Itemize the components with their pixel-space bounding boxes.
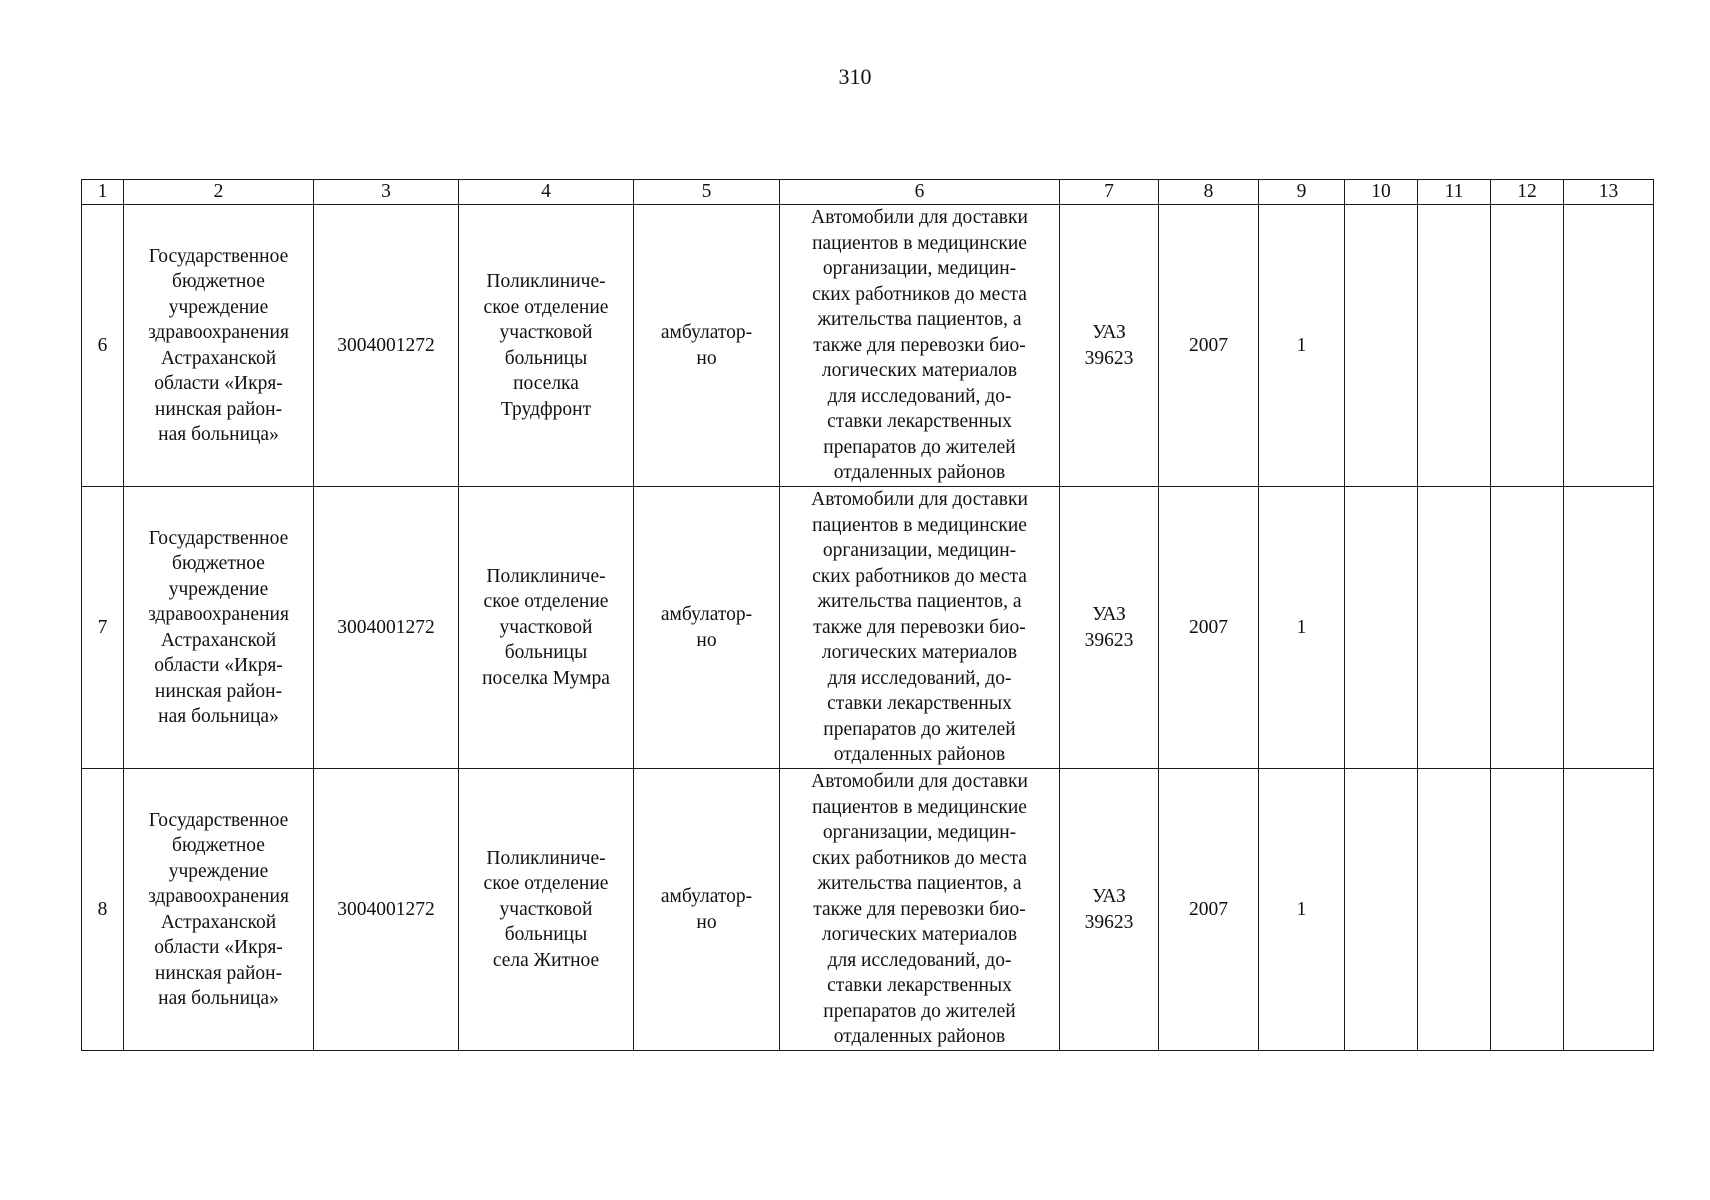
- table-row: [82, 205, 1654, 487]
- empty-cell: [1564, 205, 1654, 487]
- year-cell: 2007: [1159, 769, 1259, 1051]
- cell-text-line: 39623: [1084, 911, 1134, 933]
- vehicle-model-cell: [1060, 487, 1159, 769]
- table-row: [82, 487, 1654, 769]
- cell-text-line: организации, медицин-: [822, 258, 1017, 280]
- cell-text-line: Астраханской: [160, 911, 277, 933]
- care-form-cell: [634, 487, 780, 769]
- vehicle-model-cell: [1060, 205, 1159, 487]
- cell-text-line: участковой: [499, 616, 593, 638]
- cell-text-line: участковой: [499, 898, 593, 920]
- column-number: 5: [634, 180, 780, 205]
- cell-text-line: ставки лекарственных: [827, 411, 1012, 433]
- cell-text-line: жительства пациентов, а: [817, 873, 1022, 895]
- year-cell: 2007: [1159, 487, 1259, 769]
- empty-cell: [1345, 487, 1418, 769]
- purpose-cell: [780, 205, 1060, 487]
- vehicle-model-cell: [1060, 769, 1159, 1051]
- cell-text-line: организации, медицин-: [822, 540, 1017, 562]
- institution-cell: [124, 769, 314, 1051]
- column-number: 10: [1345, 180, 1418, 205]
- cell-text-line: учреждение: [168, 578, 269, 600]
- cell-text-line: также для перевозки био-: [813, 334, 1026, 356]
- cell-text-line: амбулатор-: [660, 886, 753, 907]
- cell-text-line: Автомобили для доставки: [811, 771, 1028, 793]
- empty-cell: [1564, 769, 1654, 1051]
- table-header: [82, 180, 1654, 205]
- page-number: 310: [838, 64, 872, 89]
- inn-cell: 3004001272: [314, 487, 459, 769]
- cell-text-line: но: [696, 629, 717, 651]
- year-cell: 2007: [1159, 205, 1259, 487]
- cell-text-line: но: [696, 347, 717, 369]
- cell-text-line: Государственное: [148, 809, 289, 831]
- cell-text-line: больницы: [504, 924, 588, 946]
- column-number: 1: [82, 180, 124, 205]
- inventory-table: [81, 179, 1654, 1051]
- cell-text-line: препаратов до жителей: [823, 718, 1016, 740]
- cell-text-line: нинская район-: [154, 962, 283, 984]
- cell-text-line: логических материалов: [821, 642, 1018, 664]
- cell-text-line: здравоохранения: [148, 322, 289, 343]
- institution-cell: [124, 205, 314, 487]
- inn-cell: 3004001272: [314, 205, 459, 487]
- cell-text-line: области «Икря-: [154, 373, 283, 394]
- column-number: 11: [1418, 180, 1491, 205]
- empty-cell: [1418, 487, 1491, 769]
- cell-text-line: ское отделение: [483, 873, 609, 895]
- cell-text-line: амбулатор-: [660, 604, 753, 625]
- cell-text-line: Автомобили для доставки: [811, 207, 1028, 229]
- cell-text-line: 39623: [1084, 629, 1134, 651]
- cell-text-line: бюджетное: [172, 835, 265, 856]
- cell-text-line: для исследований, до-: [827, 385, 1012, 407]
- quantity-cell: 1: [1259, 205, 1345, 487]
- cell-text-line: ское отделение: [483, 296, 609, 318]
- cell-text-line: ское отделение: [483, 591, 609, 613]
- cell-text-line: пациентов в медицинские: [812, 232, 1027, 254]
- purpose-cell: [780, 769, 1060, 1051]
- cell-text-line: Трудфронт: [500, 398, 592, 420]
- empty-cell: [1418, 769, 1491, 1051]
- column-number: 12: [1491, 180, 1564, 205]
- cell-text-line: организации, медицин-: [822, 822, 1017, 844]
- care-form-cell: [634, 205, 780, 487]
- cell-text-line: Поликлиниче-: [486, 847, 606, 869]
- cell-text-line: учреждение: [168, 860, 269, 882]
- row-number-cell: 8: [82, 769, 124, 1051]
- cell-text-line: Государственное: [148, 527, 289, 549]
- cell-text-line: 39623: [1084, 347, 1134, 369]
- cell-text-line: логических материалов: [821, 360, 1018, 382]
- cell-text-line: препаратов до жителей: [823, 436, 1016, 458]
- cell-text-line: отдаленных районов: [833, 1026, 1006, 1048]
- empty-cell: [1491, 205, 1564, 487]
- cell-text-line: Поликлиниче-: [486, 271, 606, 292]
- cell-text-line: больницы: [504, 642, 588, 664]
- cell-text-line: ских работников до места: [812, 847, 1027, 869]
- cell-text-line: отдаленных районов: [833, 462, 1006, 484]
- cell-text-line: Автомобили для доставки: [811, 489, 1028, 511]
- cell-text-line: для исследований, до-: [827, 667, 1012, 689]
- cell-text-line: для исследований, до-: [827, 949, 1012, 971]
- care-form-cell: [634, 769, 780, 1051]
- cell-text-line: ная больница»: [158, 706, 279, 727]
- cell-text-line: Астраханской: [160, 629, 277, 651]
- column-number: 4: [459, 180, 634, 205]
- column-number: 8: [1159, 180, 1259, 205]
- column-number: 2: [124, 180, 314, 205]
- column-number: 6: [780, 180, 1060, 205]
- unit-cell: [459, 487, 634, 769]
- table-row: [82, 769, 1654, 1051]
- row-number-cell: 7: [82, 487, 124, 769]
- cell-text-line: учреждение: [168, 296, 269, 318]
- column-number: 9: [1259, 180, 1345, 205]
- quantity-cell: 1: [1259, 769, 1345, 1051]
- cell-text-line: жительства пациентов, а: [817, 309, 1022, 331]
- cell-text-line: амбулатор-: [660, 322, 753, 343]
- purpose-cell: [780, 487, 1060, 769]
- cell-text-line: пациентов в медицинские: [812, 796, 1027, 818]
- cell-text-line: поселка Мумра: [482, 667, 610, 689]
- cell-text-line: логических материалов: [821, 924, 1018, 946]
- empty-cell: [1418, 205, 1491, 487]
- cell-text-line: ских работников до места: [812, 565, 1027, 587]
- empty-cell: [1564, 487, 1654, 769]
- cell-text-line: УАЗ: [1092, 322, 1126, 343]
- institution-cell: [124, 487, 314, 769]
- cell-text-line: больницы: [504, 347, 588, 369]
- cell-text-line: поселка: [513, 373, 579, 394]
- cell-text-line: участковой: [499, 322, 593, 343]
- quantity-cell: 1: [1259, 487, 1345, 769]
- cell-text-line: бюджетное: [172, 553, 265, 574]
- cell-text-line: ная больница»: [158, 424, 279, 445]
- cell-text-line: но: [696, 911, 717, 933]
- cell-text-line: также для перевозки био-: [813, 898, 1026, 920]
- cell-text-line: ских работников до места: [812, 283, 1027, 305]
- cell-text-line: Поликлиниче-: [486, 565, 606, 587]
- cell-text-line: Астраханской: [160, 347, 277, 369]
- cell-text-line: препаратов до жителей: [823, 1000, 1016, 1022]
- cell-text-line: Государственное: [148, 245, 289, 267]
- cell-text-line: области «Икря-: [154, 937, 283, 958]
- cell-text-line: села Житное: [492, 949, 600, 971]
- cell-text-line: УАЗ: [1092, 604, 1126, 625]
- table-body: [82, 205, 1654, 1051]
- column-number: 7: [1060, 180, 1159, 205]
- empty-cell: [1345, 205, 1418, 487]
- cell-text-line: здравоохранения: [148, 604, 289, 625]
- inn-cell: 3004001272: [314, 769, 459, 1051]
- cell-text-line: пациентов в медицинские: [812, 514, 1027, 536]
- cell-text-line: ставки лекарственных: [827, 693, 1012, 715]
- cell-text-line: области «Икря-: [154, 655, 283, 676]
- unit-cell: [459, 769, 634, 1051]
- cell-text-line: отдаленных районов: [833, 744, 1006, 766]
- cell-text-line: нинская район-: [154, 680, 283, 702]
- row-number-cell: 6: [82, 205, 124, 487]
- empty-cell: [1345, 769, 1418, 1051]
- column-number: 3: [314, 180, 459, 205]
- cell-text-line: ставки лекарственных: [827, 975, 1012, 997]
- column-number-row: [82, 180, 1654, 205]
- unit-cell: [459, 205, 634, 487]
- cell-text-line: ная больница»: [158, 988, 279, 1009]
- empty-cell: [1491, 769, 1564, 1051]
- cell-text-line: УАЗ: [1092, 886, 1126, 907]
- cell-text-line: бюджетное: [172, 271, 265, 292]
- cell-text-line: жительства пациентов, а: [817, 591, 1022, 613]
- column-number: 13: [1564, 180, 1654, 205]
- cell-text-line: также для перевозки био-: [813, 616, 1026, 638]
- empty-cell: [1491, 487, 1564, 769]
- cell-text-line: здравоохранения: [148, 886, 289, 907]
- cell-text-line: нинская район-: [154, 398, 283, 420]
